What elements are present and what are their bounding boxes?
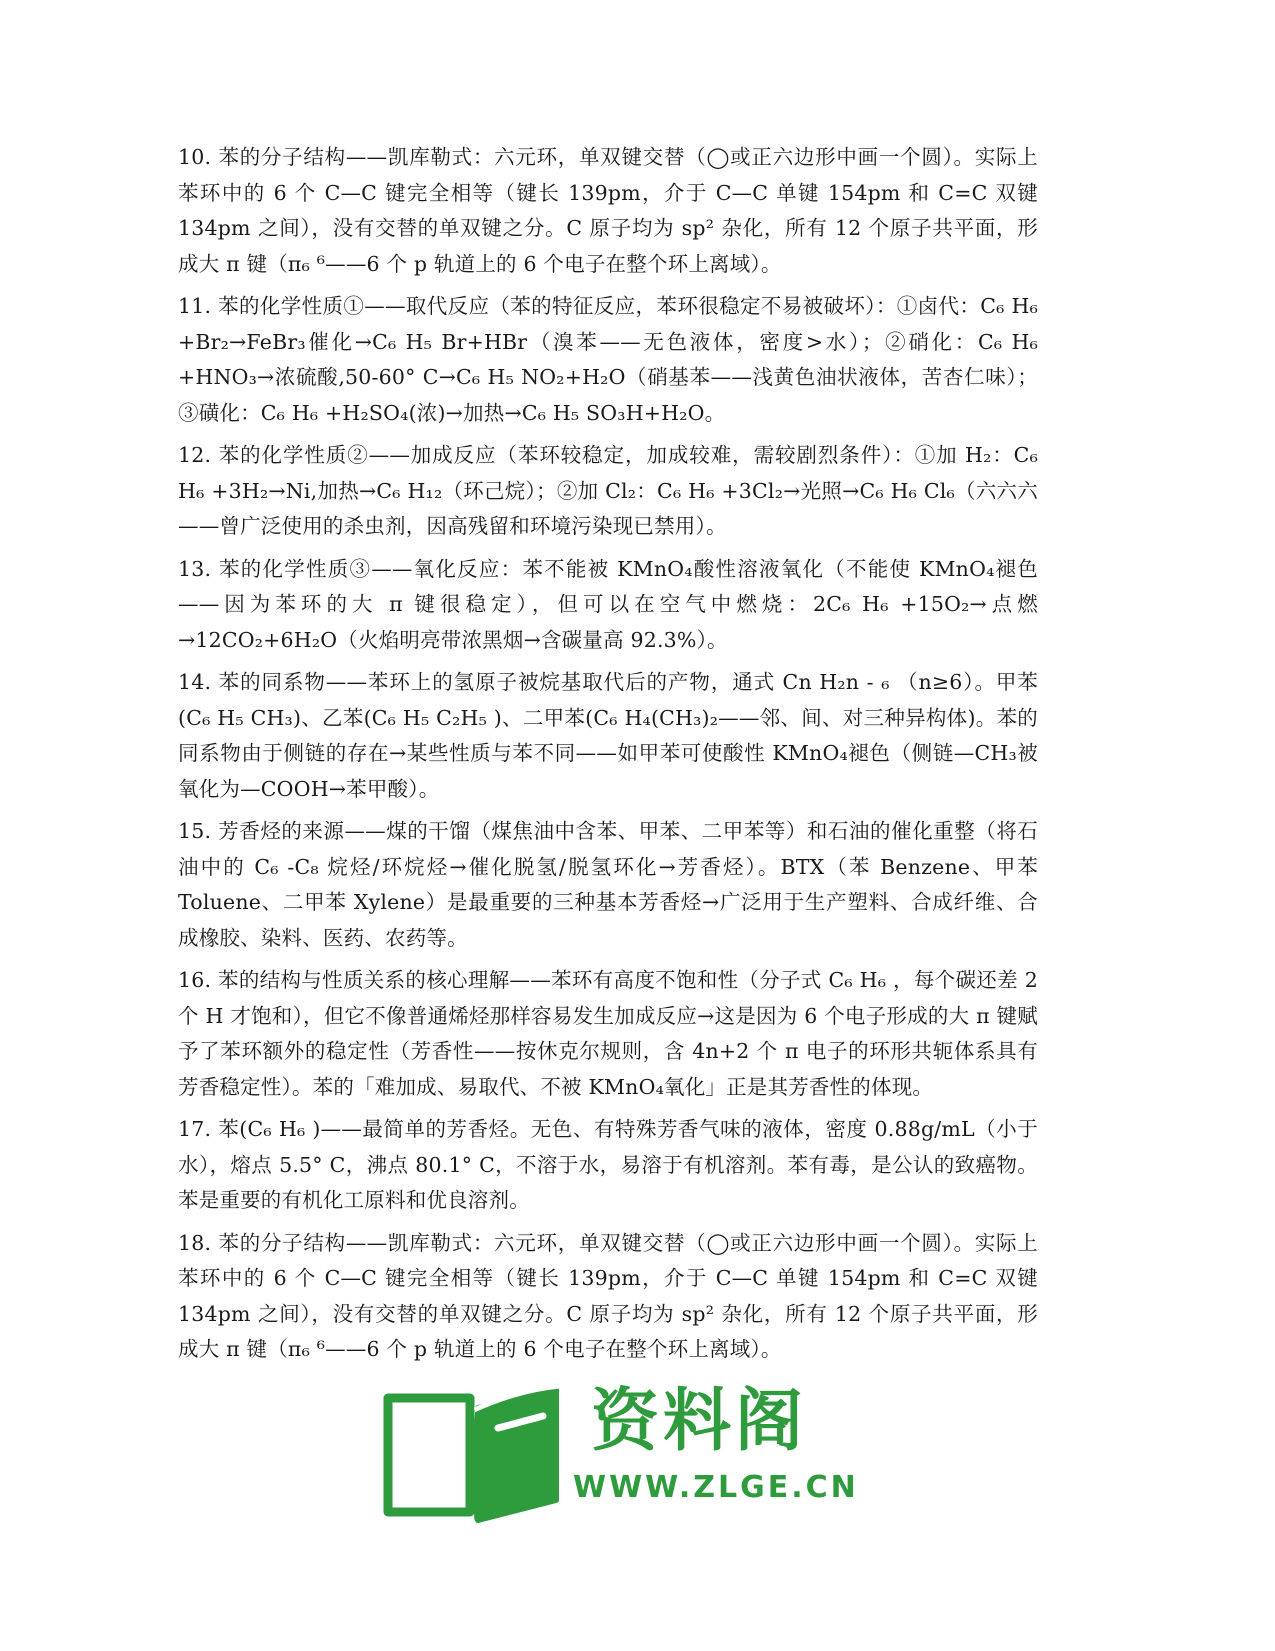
paragraph-17: 17. 苯(C₆ H₆ )——最简单的芳香烃。无色、有特殊芳香气味的液体，密度 0.88g/mL（小于水），熔点 5.5° C，沸点 80.1° C，不溶于水，易溶于有机溶剂。苯有毒，是公认的致癌物。苯是重要的有机化工原料和优良溶剂。 [178, 1117, 1038, 1212]
logo-title: 资料阁 [591, 1382, 808, 1461]
paragraph-12: 12. 苯的化学性质②——加成反应（苯环较稳定，加成较难，需较剧烈条件）：①加 H₂：C₆ H₆ +3H₂→Ni,加热→C₆ H₁₂（环己烷）；②加 Cl₂：C₆ H₆ +3Cl₂→光照→C₆ H₆ Cl₆（六六六——曾广泛使用的杀虫剂，因高残留和环境污染现已禁用）。 [178, 443, 1038, 538]
paragraph-11: 11. 苯的化学性质①——取代反应（苯的特征反应，苯环很稳定不易被破坏）：①卤代：C₆ H₆ +Br₂→FeBr₃催化→C₆ H₅ Br+HBr（溴苯——无色液体，密度>水）；②硝化：C₆ H₆ +HNO₃→浓硫酸,50-60° C→C₆ H₅ NO₂+H₂O（硝基苯——浅黄色油状液体，苦杏仁味）；③磺化：C₆ H₆ +H₂SO₄(浓)→加热→C₆ H₅ SO₃H+H₂O。 [178, 294, 1038, 425]
site-logo [378, 1380, 859, 1530]
paragraph-13: 13. 苯的化学性质③——氧化反应：苯不能被 KMnO₄酸性溶液氧化（不能使 KMnO₄褪色——因为苯环的大 π 键很稳定），但可以在空气中燃烧：2C₆ H₆ +15O₂→点燃→12CO₂+6H₂O（火焰明亮带浓黑烟→含碳量高 92.3%）。 [178, 556, 1038, 652]
paragraph-10: 10. 苯的分子结构——凯库勒式：六元环，单双键交替（◯或正六边形中画一个圆）。实际上苯环中的 6 个 C—C 键完全相等（键长 139pm，介于 C—C 单键 154pm 和 C=C 双键 134pm 之间），没有交替的单双键之分。C 原子均为 sp² 杂化，所有 12 个原子共平面，形成大 π 键（π₆ ⁶——6 个 p 轨道上的 6 个电子在整个环上离域）。 [178, 145, 1038, 276]
paragraph-16: 16. 苯的结构与性质关系的核心理解——苯环有高度不饱和性（分子式 C₆ H₆ ，每个碳还差 2 个 H 才饱和），但它不像普通烯烃那样容易发生加成反应→这是因为 6 个电子形成的大 π 键赋予了苯环额外的稳定性（芳香性——按休克尔规则，含 4n+2 个 π 电子的环形共轭体系具有芳香稳定性）。苯的「难加成、易取代、不被 KMnO₄氧化」正是其芳香性的体现。 [178, 968, 1038, 1099]
paragraph-18: 18. 苯的分子结构——凯库勒式：六元环，单双键交替（◯或正六边形中画一个圆）。实际上苯环中的 6 个 C—C 键完全相等（键长 139pm，介于 C—C 单键 154pm 和 C=C 双键 134pm 之间），没有交替的单双键之分。C 原子均为 sp² 杂化，所有 12 个原子共平面，形成大 π 键（π₆ ⁶——6 个 p 轨道上的 6 个电子在整个环上离域）。 [178, 1230, 1038, 1361]
logo-url[interactable]: WWW.ZLGE.CN [573, 1470, 859, 1505]
paragraph-15: 15. 芳香烃的来源——煤的干馏（煤焦油中含苯、甲苯、二甲苯等）和石油的催化重整（将石油中的 C₆ -C₈ 烷烃/环烷烃→催化脱氢/脱氢环化→芳香烃）。BTX（苯 Benzene、甲苯 Toluene、二甲苯 Xylene）是最重要的三种基本芳香烃→广泛用于生产塑料、合成纤维、合成橡胶、染料、医药、农药等。 [178, 819, 1038, 950]
open-book-icon [378, 1380, 578, 1530]
document-body [178, 140, 1038, 1375]
paragraph-14: 14. 苯的同系物——苯环上的氢原子被烷基取代后的产物，通式 Cn H₂n - ₆ （n≥6）。甲苯(C₆ H₅ CH₃)、乙苯(C₆ H₅ C₂H₅ )、二甲苯(C₆ H₄(CH₃)₂——邻、间、对三种异构体)。苯的同系物由于侧链的存在→某些性质与苯不同——如甲苯可使酸性 KMnO₄褪色（侧链—CH₃被氧化为—COOH→苯甲酸）。 [178, 670, 1038, 801]
